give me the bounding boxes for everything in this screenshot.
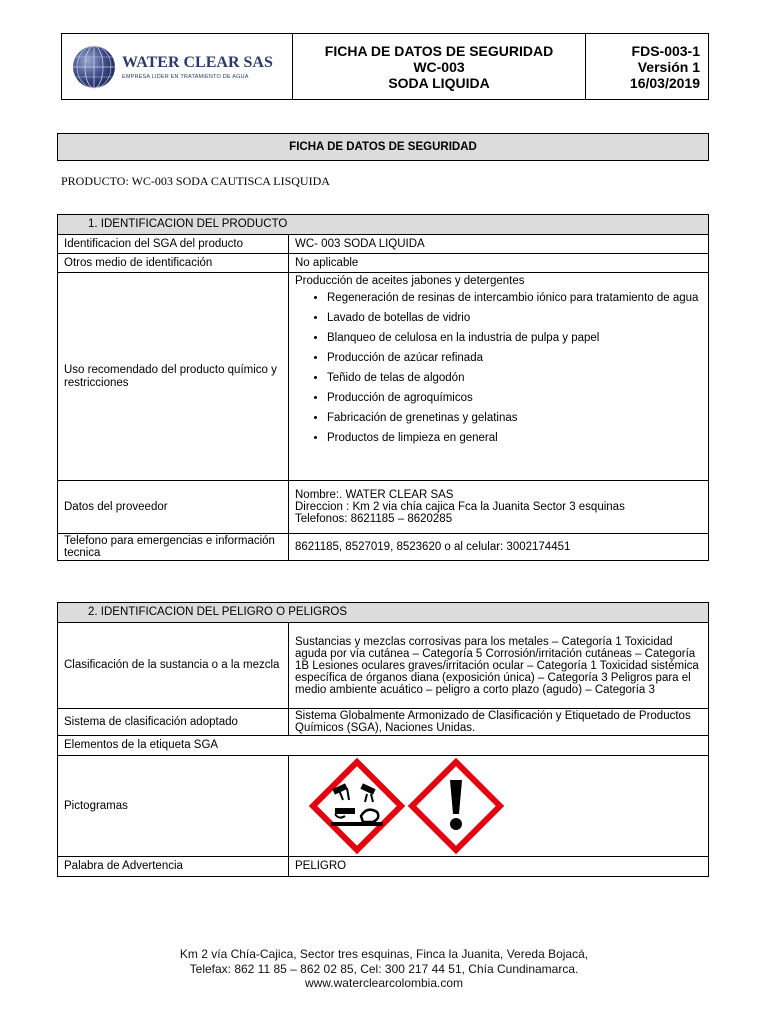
sheet-banner: FICHA DE DATOS DE SEGURIDAD xyxy=(57,133,709,161)
use-list-item: • Productos de limpieza en general xyxy=(327,431,702,446)
other-id-label: Otros medio de identificación xyxy=(58,254,289,273)
pictograms-label: Pictogramas xyxy=(58,756,289,857)
label-elements-heading: Elementos de la etiqueta SGA xyxy=(58,736,709,756)
classification-system-value: Sistema Globalmente Armonizado de Clasificación y Etiquetado de Productos Químicos (SGA), Naciones Unidas. xyxy=(289,709,709,736)
signal-word-value: PELIGRO xyxy=(289,857,709,877)
pictograms-cell xyxy=(289,756,709,857)
exclamation-pictogram-icon xyxy=(408,758,504,854)
sga-id-label: Identificacion del SGA del producto xyxy=(58,235,289,254)
use-list-item: • Blanqueo de celulosa en la industria de pulpa y papel xyxy=(327,331,702,346)
use-list-item: • Producción de azúcar refinada xyxy=(327,351,702,366)
use-list-item: • Regeneración de resinas de intercambio iónico para tratamiento de agua xyxy=(327,291,702,306)
use-list xyxy=(295,291,702,446)
document-code-cell xyxy=(586,34,709,100)
recommended-use-intro: Producción de aceites jabones y detergentes xyxy=(295,275,525,287)
supplier-address: Direccion : Km 2 via chía cajica Fca la Juanita Sector 3 esquinas xyxy=(295,501,625,513)
company-name: WATER CLEAR SAS xyxy=(122,53,273,71)
document-title-cell xyxy=(293,34,586,100)
classification-system-label: Sistema de clasificación adoptado xyxy=(58,709,289,736)
classification-value: Sustancias y mezclas corrosivas para los metales – Categoría 1 Toxicidad aguda por vía cutánea – Categoría 5 Corrosión/irritación cutáneas – Categoría 1B Lesiones oculares graves/irritación ocular – Categoría 1 Toxicidad sistémica específica de órganos diana (exposición única) – Categoría 3 Peligros para el medio ambiente acuático – peligro a corto plazo (agudo) – Categoría 3 xyxy=(289,623,709,709)
other-id-value: No aplicable xyxy=(289,254,709,273)
footer-website: www.waterclearcolombia.com xyxy=(304,976,464,990)
footer-phones: Telefax: 862 11 85 – 862 02 85, Cel: 300 217 44 51, Chía Cundinamarca. xyxy=(189,961,579,976)
emergency-phone-value: 8621185, 8527019, 8523620 o al celular: 3002174451 xyxy=(289,534,709,561)
globe-icon xyxy=(72,45,116,89)
emergency-phone-label: Telefono para emergencias e información tecnica xyxy=(58,534,289,561)
supplier-phones: Telefonos: 8621185 – 8620285 xyxy=(295,513,453,525)
document-date: 16/03/2019 xyxy=(629,74,700,91)
document-title: FICHA DE DATOS DE SEGURIDAD xyxy=(324,42,554,59)
corrosion-pictogram-icon xyxy=(309,758,405,854)
document-code: FDS-003-1 xyxy=(631,42,700,59)
use-list-item: • Teñido de telas de algodón xyxy=(327,371,702,386)
document-version: Versión 1 xyxy=(637,58,700,75)
recommended-use-cell xyxy=(289,273,709,481)
use-list-item: • Producción de agroquímicos xyxy=(327,391,702,406)
page-footer xyxy=(0,947,768,991)
logo-cell xyxy=(62,34,293,100)
section-2-title: 2. IDENTIFICACION DEL PELIGRO O PELIGROS xyxy=(58,603,709,623)
document-header xyxy=(61,33,709,100)
section-1-title: 1. IDENTIFICACION DEL PRODUCTO xyxy=(58,215,709,235)
sga-id-value: WC- 003 SODA LIQUIDA xyxy=(289,235,709,254)
company-logo xyxy=(62,34,292,99)
use-list-item: • Fabricación de grenetinas y gelatinas xyxy=(327,411,702,426)
signal-word-label: Palabra de Advertencia xyxy=(58,857,289,877)
document-product-name: SODA LIQUIDA xyxy=(388,74,490,91)
company-tagline: EMPRESA LIDER EN TRATAMIENTO DE AGUA xyxy=(122,73,249,80)
section-2-table xyxy=(57,602,709,877)
use-list-item: • Lavado de botellas de vidrio xyxy=(327,311,702,326)
footer-address: Km 2 vía Chía-Cajica, Sector tres esquinas, Finca la Juanita, Vereda Bojacá, xyxy=(179,947,589,961)
supplier-name: Nombre:. WATER CLEAR SAS xyxy=(295,489,454,501)
section-1-table xyxy=(57,214,709,561)
supplier-details xyxy=(289,481,709,534)
recommended-use-label: Uso recomendado del producto químico y restricciones xyxy=(58,273,289,481)
supplier-label: Datos del proveedor xyxy=(58,481,289,534)
product-line: PRODUCTO: WC-003 SODA CAUTISCA LISQUIDA xyxy=(61,174,330,188)
classification-label: Clasificación de la sustancia o a la mezcla xyxy=(58,623,289,709)
document-product-code: WC-003 xyxy=(413,58,465,75)
